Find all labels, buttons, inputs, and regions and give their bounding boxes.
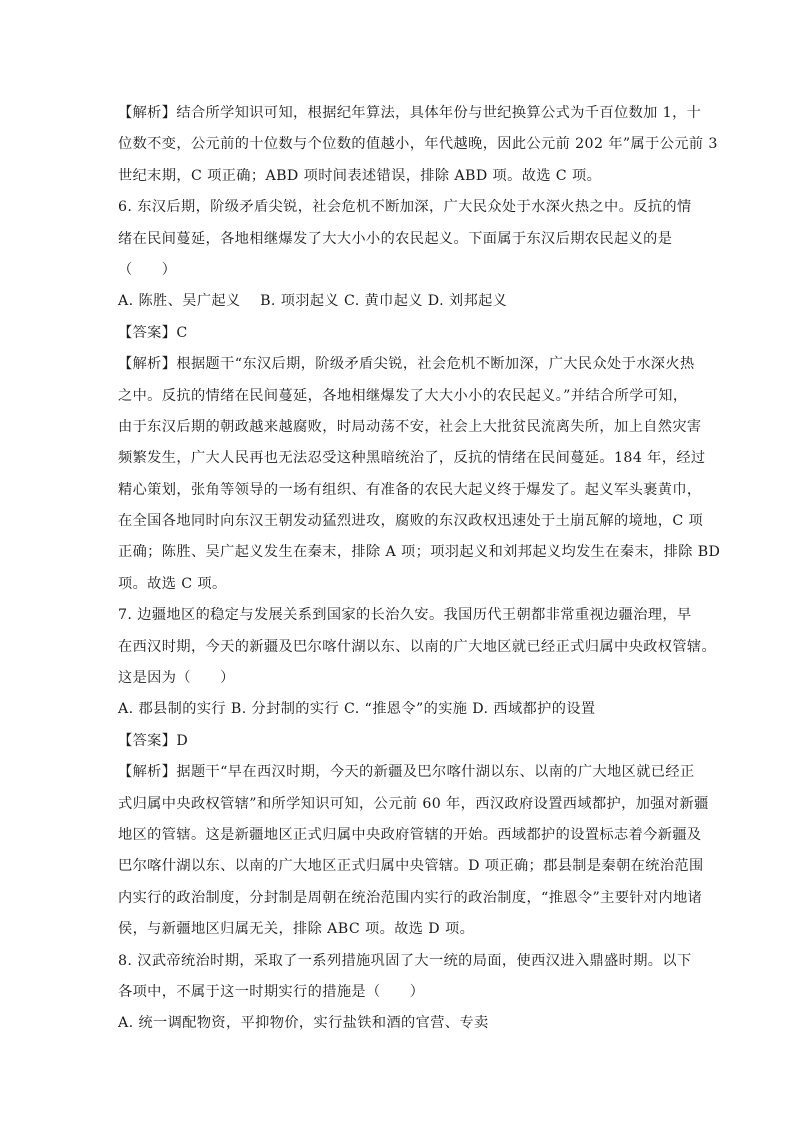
text-line: 【解析】结合所学知识可知，根据纪年算法，具体年份与世纪换算公式为千百位数加 1，十: [118, 105, 702, 121]
question-6-options: A. 陈胜、吴广起义 B. 项羽起义 C. 黄巾起义 D. 刘邦起义: [118, 293, 508, 310]
question-6-stem: 6. 东汉后期，阶级矛盾尖锐，社会危机不断加深，广大民众处于水深火热之中。反抗的情: [118, 199, 692, 216]
text-line: 地区的管辖。这是新疆地区正式归属中央政府管辖的开始。西域都护的设置标志着今新疆及: [118, 826, 702, 843]
question-6-answer: 【答案】C: [118, 324, 188, 341]
question-7-analysis: 【解析】据题干“早在西汉时期，今天的新疆及巴尔喀什湖以东、以南的广大地区就已经正: [118, 764, 695, 781]
text-line: （ ）: [118, 261, 177, 278]
question-6-analysis: 【解析】根据题干“东汉后期，阶级矛盾尖锐，社会危机不断加深，广大民众处于水深火热: [118, 356, 695, 373]
question-7-stem: 7. 边疆地区的稳定与发展关系到国家的长治久安。我国历代王朝都非常重视边疆治理，早: [118, 607, 692, 624]
document-page: [118, 98, 721, 1040]
text-line: 巴尔喀什湖以东、以南的广大地区正式归属中央管辖。D 项正确；郡县制是秦朝在统治范围: [118, 858, 704, 875]
text-line: 在全国各地同时向东汉王朝发动猛烈进攻，腐败的东汉政权迅速处于土崩瓦解的境地，C 项: [118, 513, 704, 530]
text-line: 侯，与新疆地区归属无关，排除 ABC 项。故选 D 项。: [118, 921, 475, 938]
question-7-options: A. 郡县制的实行 B. 分封制的实行 C. “推恩令”的实施 D. 西域都护的设置: [118, 701, 596, 718]
text-line: 内实行的政治制度，分封制是周朝在统治范围内实行的政治制度，“推恩令”主要针对内地诸: [118, 889, 703, 906]
question-8-stem: 8. 汉武帝统治时期，采取了一系列措施巩固了大一统的局面，使西汉进入鼎盛时期。以下: [118, 952, 692, 969]
text-line: 正确；陈胜、吴广起义发生在秦末，排除 A 项；项羽起义和刘邦起义均发生在秦末，排除 BD: [118, 544, 721, 561]
question-7-answer: 【答案】D: [118, 732, 189, 749]
text-line: 项。故选 C 项。: [118, 575, 227, 592]
text-line: 精心策划，张角等领导的一场有组织、有准备的农民大起义终于爆发了。起义军头裹黄巾，: [118, 481, 702, 498]
text-line: 由于东汉后期的朝政越来越腐败，时局动荡不安，社会上大批贫民流离失所，加上自然灾害: [118, 418, 702, 435]
text-line: 世纪末期，C 项正确；ABD 项时间表述错误，排除 ABD 项。故选 C 项。: [118, 167, 602, 184]
text-line: 在西汉时期，今天的新疆及巴尔喀什湖以东、以南的广大地区就已经正式归属中央政权管辖。: [118, 638, 717, 655]
text-line: 这是因为（ ）: [118, 670, 235, 687]
text-line: 式归属中央政权管辖”和所学知识可知，公元前 60 年，西汉政府设置西域都护，加强对新疆: [118, 795, 709, 812]
text-line: 之中。反抗的情绪在民间蔓延，各地相继爆发了大大小小的农民起义。”并结合所学可知，: [118, 387, 688, 404]
text-line: 位数不变，公元前的十位数与个位数的值越小，年代越晚，因此公元前 202 年”属于公元前 3: [118, 136, 718, 153]
question-8-option-a: A. 统一调配物资，平抑物价，实行盐铁和酒的官营、专卖: [118, 1015, 489, 1032]
text-line: 绪在民间蔓延，各地相继爆发了大大小小的农民起义。下面属于东汉后期农民起义的是: [118, 230, 673, 247]
text-line: 频繁发生，广大人民再也无法忍受这种黑暗统治了，反抗的情绪在民间蔓延。184 年，经过: [118, 450, 706, 467]
text-line: 各项中，不属于这一时期实行的措施是（ ）: [118, 983, 425, 1000]
